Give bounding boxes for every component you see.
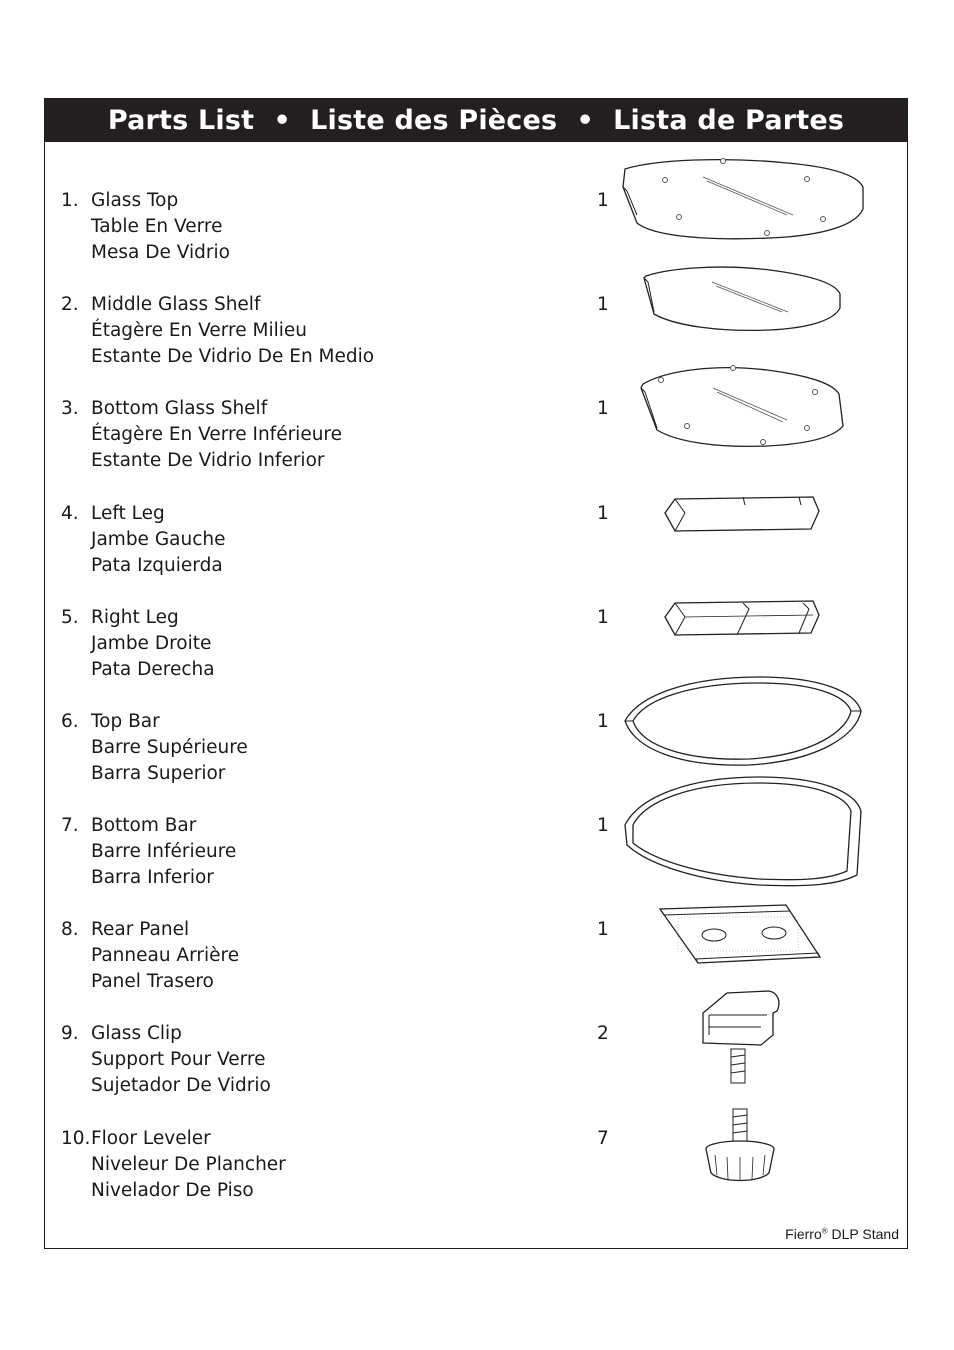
part-number: 7.: [61, 815, 79, 836]
part-name-en: Glass Top: [91, 190, 179, 211]
part-name-en: Floor Leveler: [91, 1128, 211, 1149]
part-name-es: Barra Inferior: [91, 867, 214, 888]
part-name-en: Middle Glass Shelf: [91, 294, 261, 315]
part-name-es: Barra Superior: [91, 763, 226, 784]
floor-leveler-icon: [701, 1105, 781, 1187]
rear-panel-icon: [658, 903, 826, 967]
part-number: 1.: [61, 190, 79, 211]
part-name-en: Left Leg: [91, 503, 165, 524]
part-name-en: Top Bar: [91, 711, 160, 732]
part-name-fr: Jambe Droite: [91, 633, 212, 654]
footer-product-name: [785, 1226, 899, 1242]
part-name-fr: Barre Inférieure: [91, 841, 237, 862]
part-name-en: Rear Panel: [91, 919, 190, 940]
part-quantity: 2: [597, 1023, 609, 1044]
part-number: 10.: [61, 1128, 91, 1149]
part-name-fr: Jambe Gauche: [91, 529, 226, 550]
part-name-es: Estante De Vidrio De En Medio: [91, 346, 375, 367]
part-number: 9.: [61, 1023, 79, 1044]
part-quantity: 1: [597, 607, 609, 628]
part-number: 3.: [61, 398, 79, 419]
part-quantity: 1: [597, 919, 609, 940]
footer-product: DLP Stand: [831, 1226, 899, 1242]
title-bar: [45, 99, 907, 142]
page-title: Parts List • Liste des Pièces • Lista de Partes: [107, 105, 845, 136]
bottom-bar-icon: [619, 775, 865, 891]
part-name-en: Bottom Bar: [91, 815, 197, 836]
part-name-es: Mesa De Vidrio: [91, 242, 230, 263]
part-name-fr: Barre Supérieure: [91, 737, 248, 758]
right-leg-icon: [661, 597, 823, 641]
part-quantity: 1: [597, 294, 609, 315]
part-name-es: Nivelador De Piso: [91, 1180, 254, 1201]
footer-brand: Fierro: [785, 1226, 822, 1242]
part-number: 4.: [61, 503, 79, 524]
part-quantity: 7: [597, 1128, 609, 1149]
left-leg-icon: [661, 493, 823, 537]
glass-clip-icon: [697, 987, 783, 1091]
part-name-fr: Support Pour Verre: [91, 1049, 266, 1070]
part-quantity: 1: [597, 815, 609, 836]
part-number: 8.: [61, 919, 79, 940]
part-number: 2.: [61, 294, 79, 315]
part-name-fr: Panneau Arrière: [91, 945, 240, 966]
registered-mark: ®: [821, 1226, 828, 1236]
part-quantity: 1: [597, 190, 609, 211]
part-name-en: Bottom Glass Shelf: [91, 398, 268, 419]
glass-top-icon: [617, 157, 867, 243]
part-name-es: Pata Izquierda: [91, 555, 223, 576]
part-quantity: 1: [597, 398, 609, 419]
part-name-en: Right Leg: [91, 607, 179, 628]
part-name-es: Pata Derecha: [91, 659, 215, 680]
part-quantity: 1: [597, 711, 609, 732]
middle-glass-shelf-icon: [640, 264, 846, 336]
part-number: 5.: [61, 607, 79, 628]
part-number: 6.: [61, 711, 79, 732]
part-name-es: Panel Trasero: [91, 971, 214, 992]
part-name-es: Sujetador De Vidrio: [91, 1075, 271, 1096]
part-quantity: 1: [597, 503, 609, 524]
bottom-glass-shelf-icon: [637, 364, 847, 454]
part-name-fr: Étagère En Verre Milieu: [91, 320, 307, 341]
parts-list-frame: [44, 98, 908, 1249]
part-name-fr: Étagère En Verre Inférieure: [91, 424, 343, 445]
part-name-es: Estante De Vidrio Inferior: [91, 450, 325, 471]
part-name-fr: Niveleur De Plancher: [91, 1154, 286, 1175]
top-bar-icon: [619, 675, 865, 769]
part-name-fr: Table En Verre: [91, 216, 223, 237]
part-name-en: Glass Clip: [91, 1023, 182, 1044]
